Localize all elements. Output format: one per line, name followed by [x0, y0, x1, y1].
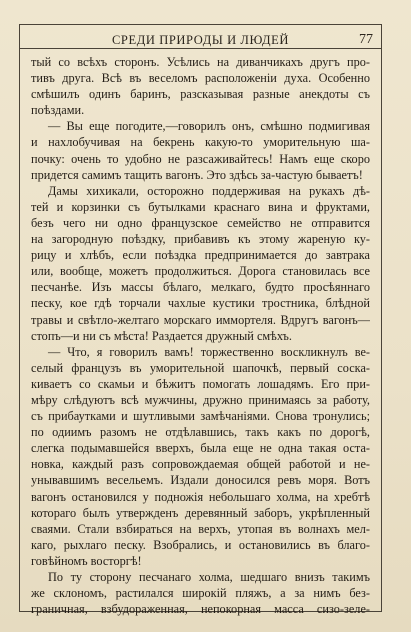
text-line: каго, рыхлаго песку. Взобрались, и остановились въ благо- — [31, 537, 370, 552]
text-line: песчанѣе. Изъ массы бѣлаго, мелкаго, будто просѣяннаго — [31, 280, 370, 295]
text-line: вагонъ остановился у подножія небольшаго холма, на хребтѣ — [31, 489, 370, 504]
text-line: придется самимъ тащить вагонъ. Это здѣсь за-частую бываетъ! — [31, 167, 363, 182]
text-line: почку: очень то удобно не разсаживайтесь! Намъ еще скоро — [31, 151, 370, 166]
text-line: По ту сторону песчанаго холма, шедшаго внизъ такимъ — [48, 570, 370, 584]
text-line: говѣйномъ восторгѣ! — [31, 553, 142, 568]
text-line: и нахлобучивая на бекрень какую-то уморительную ша- — [31, 135, 370, 150]
text-line: или, вообще, можетъ продолжиться. Дорога становилась все — [31, 264, 370, 279]
text-line: селый французъ въ уморительной шапочкѣ, первый соска- — [31, 360, 370, 375]
text-line: слегка подымавшейся вверхъ, была еще не одна такая оста- — [31, 441, 370, 456]
text-line: унывавшимъ весельемъ. Издали доносился ревъ моря. Вотъ — [31, 473, 370, 488]
text-line: смѣшилъ одинъ баринъ, разсказывая разные анекдоты съ — [31, 87, 370, 102]
text-line: граничная, взбудораженная, непокорная масса сизо-зеле- — [31, 602, 370, 617]
text-line: песку, кое гдѣ торчали чахлые кустики тростника, блѣдной — [31, 296, 370, 311]
header-rule — [20, 48, 381, 49]
text-line: котораго былъ утвержденъ деревянный заборъ, укрѣпленный — [31, 505, 370, 520]
text-line: съ прибаутками и шутливыми замѣчаніями. Снова тронулись; — [31, 409, 370, 424]
text-line: безъ чего ни одно французское семейство не отправится — [31, 215, 370, 230]
text-line: тей и корзинки съ бутылками краснаго вина и фруктами, — [31, 199, 370, 214]
text-line: киваетъ со скамьи и бѣжитъ помогать лошадямъ. Его при- — [31, 376, 370, 391]
text-line: тый со всѣхъ сторонъ. Усѣлись на диванчикахъ другъ про- — [31, 55, 370, 69]
body-text — [31, 54, 370, 617]
text-line: — Вы еще погодите,—говорилъ онъ, смѣшно подмигивая — [48, 119, 370, 134]
text-line: тивъ друга. Всѣ въ веселомъ расположеніи духа. Особенно — [31, 71, 370, 86]
text-line: по одиимъ разомъ не отдѣлавшись, такъ какъ по дорогѣ, — [31, 425, 370, 440]
text-line: новка, каждый разъ сопровождаемая общей работой и не- — [31, 457, 370, 472]
text-line: на загородную поѣздку, прибавивъ къ этому жареную ку- — [31, 232, 370, 247]
text-line: мѣру слѣдуютъ всѣ мужчины, дружно принимаясь за работу, — [31, 392, 370, 407]
text-line: травы и свѣтло-желтаго морскаго иммортеля. Вдругъ вагонъ— — [31, 312, 370, 327]
text-line: поѣздами. — [31, 103, 85, 118]
text-line: — Что, я говорилъ вамъ! торжественно воскликнулъ ве- — [48, 344, 370, 359]
text-line: Дамы хихикали, осторожно поддерживая на рукахъ дѣ- — [48, 183, 370, 198]
text-line: рицу и хлѣбъ, если поѣздка предпринимается до завтрака — [31, 248, 370, 263]
running-title: СРЕДИ ПРИРОДЫ И ЛЮДЕЙ — [112, 33, 289, 47]
page-number: 77 — [359, 32, 373, 47]
text-line: сваями. Стали взбираться на верхъ, утопая въ волнахъ мел- — [31, 521, 370, 536]
page-frame — [19, 24, 382, 617]
text-line: же склономъ, растилался широкій пляжъ, а за нимъ без- — [31, 586, 370, 601]
text-line: стопъ—и ни съ мѣста! Раздается дружный смѣхъ. — [31, 328, 292, 343]
